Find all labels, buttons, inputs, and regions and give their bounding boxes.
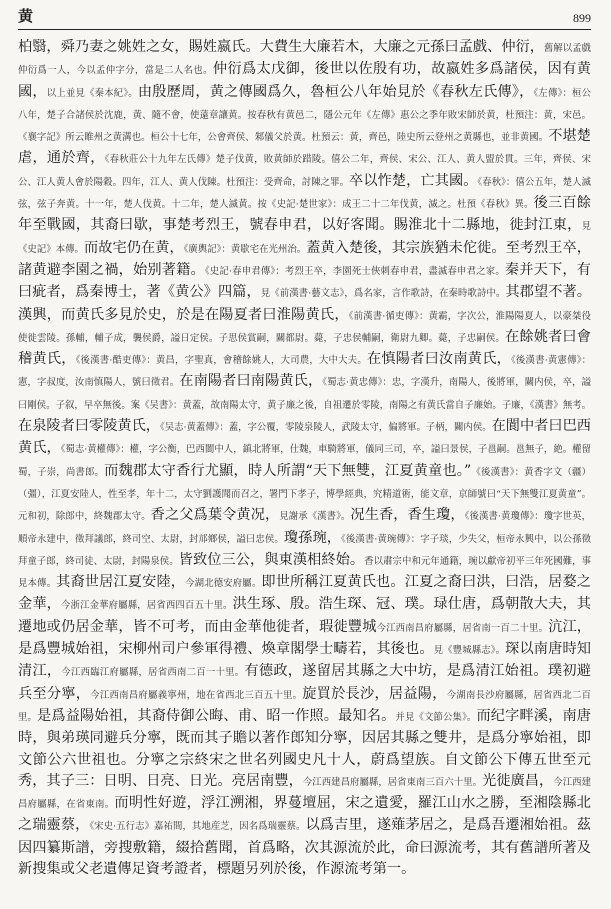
main-text: 有德政，遂留居其縣之大中坊，是爲清江始祖。	[244, 663, 548, 680]
running-header	[18, 0, 591, 30]
annotation-note: 見《豐城縣志》。	[433, 645, 506, 657]
annotation-note: 今江西建昌府屬縣，在省東南。	[18, 776, 591, 811]
main-text: 其裔世居江夏安陸，	[56, 574, 186, 591]
page-number: 899	[573, 11, 591, 25]
annotation-note: 今江西建昌府屬縣，居省東南三百六十里。	[302, 776, 483, 788]
annotation-note: 《史記·春申君傳》：考烈王卒，李園死士俠刺春申君，盡滅春申君之家。	[204, 265, 505, 277]
annotation-note: 見謝承《漢書》。	[279, 511, 351, 523]
main-text: 仲衍爲太戊御，後世以佐殷有功，故嬴姓多爲諸侯，因有黄國，	[18, 61, 591, 100]
main-text: 皆致位三公，與東漢相終始。	[178, 551, 365, 568]
main-text: 沆江，是爲豐城始祖，宋柳州司户參軍得禮、煥章閣學士疇若，其後也。	[18, 618, 591, 658]
annotation-note: 《左傳》：桓公八年，楚子合諸侯於沈鹿，黄、隨不會，使薳章讓黄。按春秋有黄邑二，隱公元年《左傳》惠公之季年敗宋師於黄，杜預注：黄，宋邑。《襄字記》所云睢州之黄溝也。桓公十七年，公會齊侯、邾儀父於黄。杜預云：黄，齊邑，陸史所云登州之黄縣也，並非黄國。	[18, 87, 591, 144]
annotation-note: 今江西臨江府屬縣，居省西南二百一十里。	[61, 667, 245, 679]
main-text: 後三百餘年至戰國，其裔曰歇，事楚考烈王，號春申君，以好客聞。賜淮北十二縣地，徙封江東，	[18, 195, 591, 234]
main-text: 香之父爲葉令黄况，	[150, 507, 280, 524]
main-text: 以爲吉里，遂薙茅居之，是爲吾遷湘始祖。茲因四纂斯譜，旁搜敷籍，綴拾舊聞，首爲略，次其源流於此，命曰源流考，其有舊譜所著及新搜集或父老遺傳足資考證者，標題另列於後，作源流考第一。	[18, 817, 591, 877]
main-text: 璞初避兵至分寧，	[18, 663, 591, 702]
main-text: 况生香，香生瓊，	[350, 507, 465, 524]
main-text: 而故宅仍在黄，	[83, 239, 184, 256]
annotation-note: 《蜀志·黄權傳》：權，字公衡，巴西閬中人，鎮北將軍，仕魏，車騎將軍，儀同三司，卒，謚曰景侯，子邕嗣。邕無子，絶。權留蜀，子崇，尚書郎。	[18, 444, 591, 478]
main-text: 即世所稱江夏黄氏也。江夏之裔曰洪，曰浩，居婺之金華，	[18, 574, 591, 613]
main-text: 而纪字畔溪，南唐時，與弟瑛同避兵分寧，既而其子贍以著作郎知分寧，因居其縣之雙井，是爲分寧始祖，即文節公六世祖也。分寧之宗終宋之世名列國史凡十人，蔚爲望族。自文節公下傳五世至元秀，其子三：日明、日亮、日光。亮居南豐，	[18, 707, 591, 789]
annotation-note: 《春秋莊公十九年左氏傳》楚子伐黄，敗黄師於踖陵。僖公二年，齊侯、宋公、江人、黄人盟於貫。三年，齊侯、宋公、江人黄人會於陽穀。四年，江人、黄人伐陳。杜預注：受齊命，討陳之罪。	[18, 154, 591, 188]
main-text: 柏翳，舜乃妻之姚姓之女，賜姓嬴氏。大費生大廉若木，大廉之元孫曰孟戲、仲衍，	[18, 39, 544, 55]
annotation-note: 《後漢書·黄憲傳》：憲，字叔度，汝南慎陽人，號曰徵君。	[18, 355, 591, 389]
text-body	[18, 30, 591, 880]
annotation-note: 《前漢書·循吏傳》：黄霸，字次公，淮陽陽夏人，以豪桀役使徙雲陵。孫輔，輔子成，襲侯爵，謚日定侯。子思侯賞嗣，關都尉。薨，子忠侯輔嗣，衛尉九卿。薨，子忠嗣侯。	[18, 310, 591, 344]
main-text: 旋買於長沙，居益陽，	[302, 685, 447, 702]
annotation-note: 見《史記》本傳。	[18, 221, 591, 255]
main-text: 是爲益陽始祖，其裔侍御公晦、甫、昭一作照。最知名。	[37, 707, 396, 724]
annotation-note: 今江西南昌府屬縣，居省南一百二十里。	[376, 622, 549, 634]
main-text: 光徙廣昌，	[482, 772, 554, 789]
main-text: 秦并天下，有曰疵者，爲秦博士，著《黄公》四篇，	[18, 261, 591, 301]
annotation-note: 今湖北德安府屬。	[185, 578, 262, 590]
main-text: 卒以怍楚，亡其國。	[349, 172, 478, 189]
annotation-note: 《後漢書·黄瓊傳》：瓊字世英，順帝永建中，徵拜議郎，終司空、太尉，封邟鄉侯，謚曰忠侯。	[18, 511, 591, 545]
annotation-note: 《後漢書·酷吏傳》：黄昌，字聖真，會稽餘姚人，大司農，大中大夫。	[75, 355, 367, 367]
main-text: 瓊孫琬，	[283, 529, 342, 546]
main-text: 在餘姚者曰會稽黄氏，	[18, 328, 591, 368]
main-text: 洪生琢、殷。浩生琛、冠、璞。琭仕唐，爲朝散大夫，其遷地或仍居金華，皆不可考，而由金華他徙者，瑕徙豐城	[18, 596, 591, 635]
annotation-note: 舊解以孟戲仲衍爲一人，今以孟仲字分，當是二人名也。	[18, 43, 591, 77]
annotation-note: 今江西南昌府屬義寧州，地在省西北三百五十里。	[90, 689, 303, 701]
main-text: 在泉陵者曰零陵黄氏，	[18, 418, 161, 435]
annotation-note: 案《吴書》：黄蓋，故南陽太守，黄子廉之後，自祖遷於零陵，南陽之有黄氏當自子廉始。子廉，《漢書》無考。	[130, 399, 591, 411]
annotation-note: 以上並見《秦本紀》。	[46, 87, 138, 99]
main-text: 在南陽者曰南陽黄氏，	[179, 373, 323, 390]
annotation-note: 《宋史·五行志》嘉祐間，其地産芝，因名爲瑞靈蔡。	[89, 821, 306, 833]
annotation-note: 今湖南長沙府屬縣，居省西北二百里。	[18, 689, 591, 723]
annotation-note: 今浙江金華府屬縣，居省西四百五十里。	[61, 600, 233, 612]
main-text: 而魏郡太守香行尤顯，時人所謂“天下無雙，江夏黄童也。”	[104, 462, 472, 479]
annotation-note: 《後漢書》：黄香字文（疆）（彊），江夏安陸人，性至孝，年十二，太守劉護聞而召之，署門下孝子，博學經典，究精道術，能文章，京師號曰“天下無雙江夏黄童”。元和初，除郎中，終魏郡太守。	[18, 466, 591, 523]
annotation-note: 《吴志·黄蓋傳》：蓋，字公覆，零陵泉陵人，武陵太守，偏將軍。子柄，關内侯。	[160, 422, 492, 434]
main-text: 蓋黄入楚後，其宗族猶未佗徙。至考烈王卒，諸黄避李園之禍，始别著籍。	[18, 239, 591, 278]
main-text: 由殷歷周，黄之傳國爲久，魯桓公八年始見於《春秋左氏傳》，	[137, 83, 534, 100]
main-text: 琛以南唐時知清江，	[18, 641, 591, 680]
annotation-note: 香以肅宗中和元年通籍，琬以獻帝初平三年死國難，事見本傳。	[18, 555, 591, 590]
annotation-note: 《蜀志·黄忠傳》：忠，字漢升，南陽人，後將軍，關内侯，卒，謚曰剛侯。子叙，早卒無後。	[18, 377, 591, 411]
main-paragraph	[18, 37, 591, 880]
annotation-note: 《後漢書·黄琬傳》：字子琰，少失父，桓帝永興中，以公孫徵拜童子郎，終司徒、太尉，封陽泉侯。	[18, 533, 591, 567]
annotation-note: 并見《文節公集》。	[395, 711, 477, 723]
annotation-note: 《廣輿記》：黄歇宅在光州治。	[183, 243, 307, 255]
main-text: 在閬中者曰巴西黄氏，	[18, 418, 591, 457]
annotation-note: 見《前漢書·藝文志》，爲名家，言作歌詩，在秦時歌詩中。	[260, 288, 506, 300]
main-text: 而明性好遊，浮江溯湘，界蔓壇屈，宋之遺愛，羅江山水之勝，至湘陰縣北之瑞靈蔡，	[18, 795, 591, 834]
annotation-note: 《春秋》：僖公五年，楚人滅弦，弦子奔黄。十一年，楚人伐黄。十二年，楚人滅黄。按《史記·楚世家》：成王二十二年伐黄，滅之。杜預《春秋》異。	[18, 176, 591, 211]
main-text: 其郡望不著。漢興，而黄氏多見於史，於是在陽夏者曰淮陽黄氏，	[18, 284, 591, 323]
header-title-char: 黄	[18, 7, 34, 25]
main-text: 不堪楚虐，通於齊，	[18, 128, 591, 167]
main-text: 在慎陽者曰汝南黄氏，	[366, 351, 512, 368]
